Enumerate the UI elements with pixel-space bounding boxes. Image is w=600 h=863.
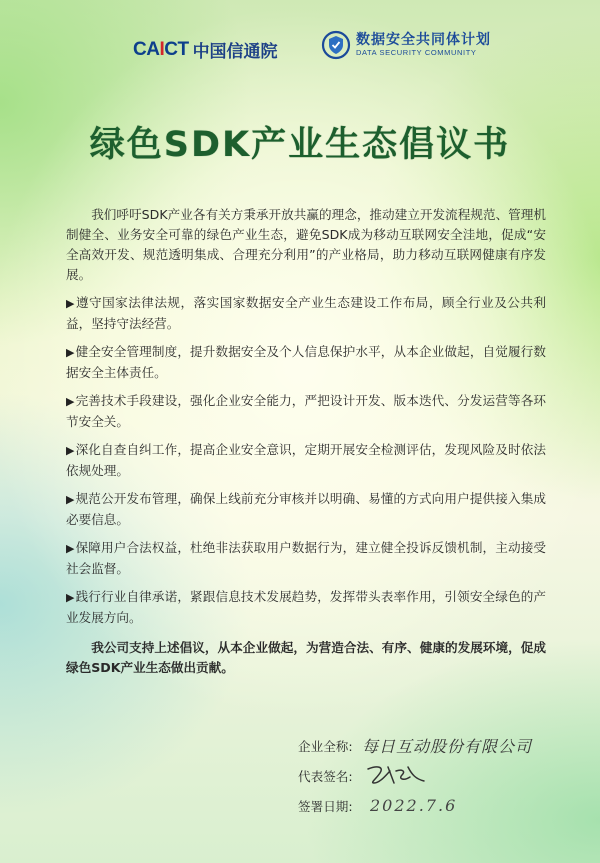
- company-label: 企业全称:: [298, 738, 353, 754]
- triangle-bullet-icon: ▶: [66, 542, 75, 555]
- dsc-logo-cn: 数据安全共同体计划: [356, 32, 491, 48]
- triangle-bullet-icon: ▶: [66, 444, 75, 457]
- list-item: [66, 293, 546, 334]
- list-item-text: 深化自查自纠工作，提高企业安全意识，定期开展安全检测评估，发现风险及时依法依规处理。: [66, 442, 547, 478]
- intro-paragraph: 我们呼吁SDK产业各有关方秉承开放共赢的理念，推动建立开发流程规范、管理机制健全、业务安全可靠的绿色产业生态，避免SDK成为移动互联网安全洼地，促成“安全高效开发、规范透明集成、合理充分利用”的产业格局，助力移动互联网健康有序发展。: [66, 207, 546, 282]
- data-security-community-logo: [321, 30, 491, 60]
- triangle-bullet-icon: ▶: [66, 346, 75, 359]
- closing-paragraph: 我公司支持上述倡议，从本企业做起，为营造合法、有序、健康的发展环境，促成绿色SDK产业生态做出贡献。: [66, 640, 546, 675]
- triangle-bullet-icon: ▶: [66, 591, 75, 604]
- caict-logo: [133, 37, 278, 62]
- representative-label: 代表签名:: [298, 768, 353, 784]
- document-body: [66, 205, 546, 678]
- caict-logo-mark: CAICT: [133, 38, 189, 60]
- list-item-text: 保障用户合法权益，杜绝非法获取用户数据行为，建立健全投诉反馈机制，主动接受社会监督。: [66, 540, 547, 576]
- list-item: [66, 489, 546, 530]
- list-item-text: 遵守国家法律法规，落实国家数据安全产业生态建设工作布局，顾全行业及公共利益，坚持守法经营。: [66, 295, 546, 331]
- date-row: [298, 790, 532, 820]
- page-title: 绿色SDK产业生态倡议书: [89, 125, 511, 165]
- list-item: [66, 391, 546, 432]
- list-item-text: 完善技术手段建设，强化企业安全能力，严把设计开发、版本迭代、分发运营等各环节安全关。: [66, 393, 547, 429]
- caict-logo-cn: 中国信通院: [192, 42, 278, 62]
- list-item: [66, 587, 546, 628]
- company-row: [298, 730, 532, 760]
- dsc-logo-en: DATA SECURITY COMMUNITY: [356, 48, 477, 57]
- list-item-text: 践行行业自律承诺，紧跟信息技术发展趋势，发挥带头表率作用，引领安全绿色的产业发展方向。: [66, 589, 547, 625]
- signature-mark: [362, 761, 432, 789]
- date-handwritten: 2022.7.6: [370, 795, 458, 815]
- list-item-text: 健全安全管理制度，提升数据安全及个人信息保护水平，从本企业做起，自觉履行数据安全主体责任。: [66, 344, 547, 380]
- shield-icon: [321, 30, 351, 60]
- triangle-bullet-icon: ▶: [66, 297, 75, 310]
- list-item: [66, 342, 546, 383]
- header: [0, 30, 600, 70]
- date-label: 签署日期:: [298, 798, 353, 814]
- triangle-bullet-icon: ▶: [66, 395, 75, 408]
- triangle-bullet-icon: ▶: [66, 493, 75, 506]
- representative-row: [298, 760, 532, 790]
- list-item-text: 规范公开发布管理，确保上线前充分审核并以明确、易懂的方式向用户提供接入集成必要信息。: [66, 491, 547, 527]
- list-item: [66, 538, 546, 579]
- caict-logo-accent: I: [159, 38, 165, 60]
- signature-block: [298, 730, 532, 820]
- list-item: [66, 440, 546, 481]
- company-name-handwritten: 每日互动股份有限公司: [362, 736, 533, 756]
- initiative-list: [66, 293, 546, 628]
